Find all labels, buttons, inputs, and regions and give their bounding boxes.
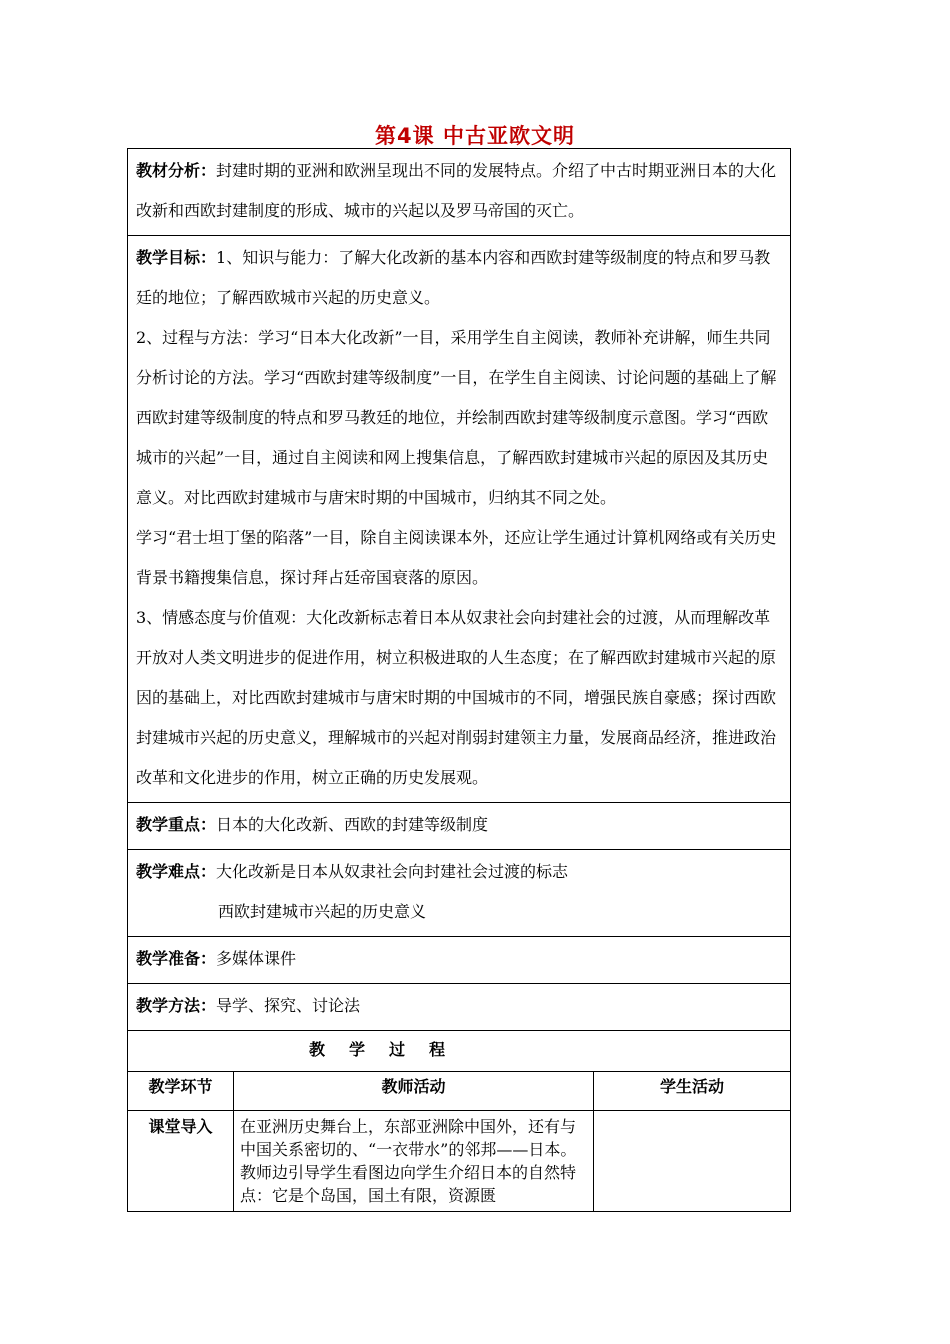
goals-paragraph-2: 2、过程与方法：学习“日本大化改新”一目，采用学生自主阅读，教师补充讲解，师生共同分析讨论的方法。学习“西欧封建等级制度”一目，在学生自主阅读、讨论问题的基础上了解西欧封建等级制度的特点和罗马教廷的地位，并绘制西欧封建等级制度示意图。学习“西欧城市的兴起”一目，通过自主阅读和网上搜集信息，了解西欧封建城市兴起的原因及其历史意义。对比西欧封建城市与唐宋时期的中国城市，归纳其不同之处。 [136,328,777,507]
process-title: 教学过程 [308,1040,469,1059]
difficulties-row [128,850,791,937]
methods-row [128,984,791,1031]
difficulties-text-1: 大化改新是日本从奴隶社会向封建社会过渡的标志 [216,862,569,881]
analysis-text: 封建时期的亚洲和欧洲呈现出不同的发展特点。介绍了中古时期亚洲日本的大化改新和西欧封建制度的形成、城市的兴起以及罗马帝国的灭亡。 [136,161,777,220]
key-points-row [128,803,791,850]
analysis-paragraph [136,151,782,231]
methods-text: 导学、探究、讨论法 [216,996,361,1015]
difficulties-label: 教学难点： [136,862,217,881]
row-student [594,1111,791,1212]
prep-text: 多媒体课件 [216,949,297,968]
goals-paragraph-4: 3、情感态度与价值观：大化改新标志着日本从奴隶社会向封建社会的过渡，从而理解改革开放对人类文明进步的促进作用，树立积极进取的人生态度；在了解西欧封建城市兴起的原因的基础上，对比西欧封建城市与唐宋时期的中国城市的不同，增强民族自豪感；探讨西欧封建城市兴起的历史意义，理解城市的兴起对削弱封建领主力量，发展商品经济，推进政治改革和文化进步的作用，树立正确的历史发展观。 [136,608,777,787]
prep-row [128,937,791,984]
key-points-paragraph [136,805,782,845]
key-points-text: 日本的大化改新、西欧的封建等级制度 [216,815,489,834]
process-header-row [128,1072,791,1111]
analysis-row [128,149,791,236]
difficulties-text-2: 西欧封建城市兴起的历史意义 [218,902,427,921]
methods-label: 教学方法： [136,996,217,1015]
prep-paragraph [136,939,782,979]
prep-label: 教学准备： [136,949,217,968]
header-student: 学生活动 [594,1072,791,1111]
goals-label: 教学目标： [136,248,217,267]
goals-paragraph-1 [136,238,782,318]
header-teacher: 教师活动 [234,1072,594,1111]
header-stage: 教学环节 [128,1072,234,1111]
difficulties-paragraph [136,852,782,892]
goals-paragraph-3: 学习“君士坦丁堡的陷落”一目，除自主阅读课本外，还应让学生通过计算机网络或有关历史背景书籍搜集信息，探讨拜占廷帝国衰落的原因。 [136,528,777,587]
row-teacher: 在亚洲历史舞台上，东部亚洲除中国外，还有与中国关系密切的、“一衣带水”的邻邦——日本。教师边引导学生看图边向学生介绍日本的自然特点：它是个岛国，国土有限，资源匮 [234,1111,594,1212]
key-points-label: 教学重点： [136,815,217,834]
methods-paragraph [136,986,782,1026]
row-stage: 课堂导入 [128,1111,234,1212]
process-row [128,1111,791,1212]
analysis-label: 教材分析： [136,161,217,180]
page-title: 第4课 中古亚欧文明 [375,124,575,148]
goals-row [128,236,791,803]
goals-text-1: 1、知识与能力：了解大化改新的基本内容和西欧封建等级制度的特点和罗马教廷的地位；了解西欧城市兴起的历史意义。 [136,248,771,307]
lesson-plan-table [127,148,791,1212]
process-title-row [128,1031,791,1072]
